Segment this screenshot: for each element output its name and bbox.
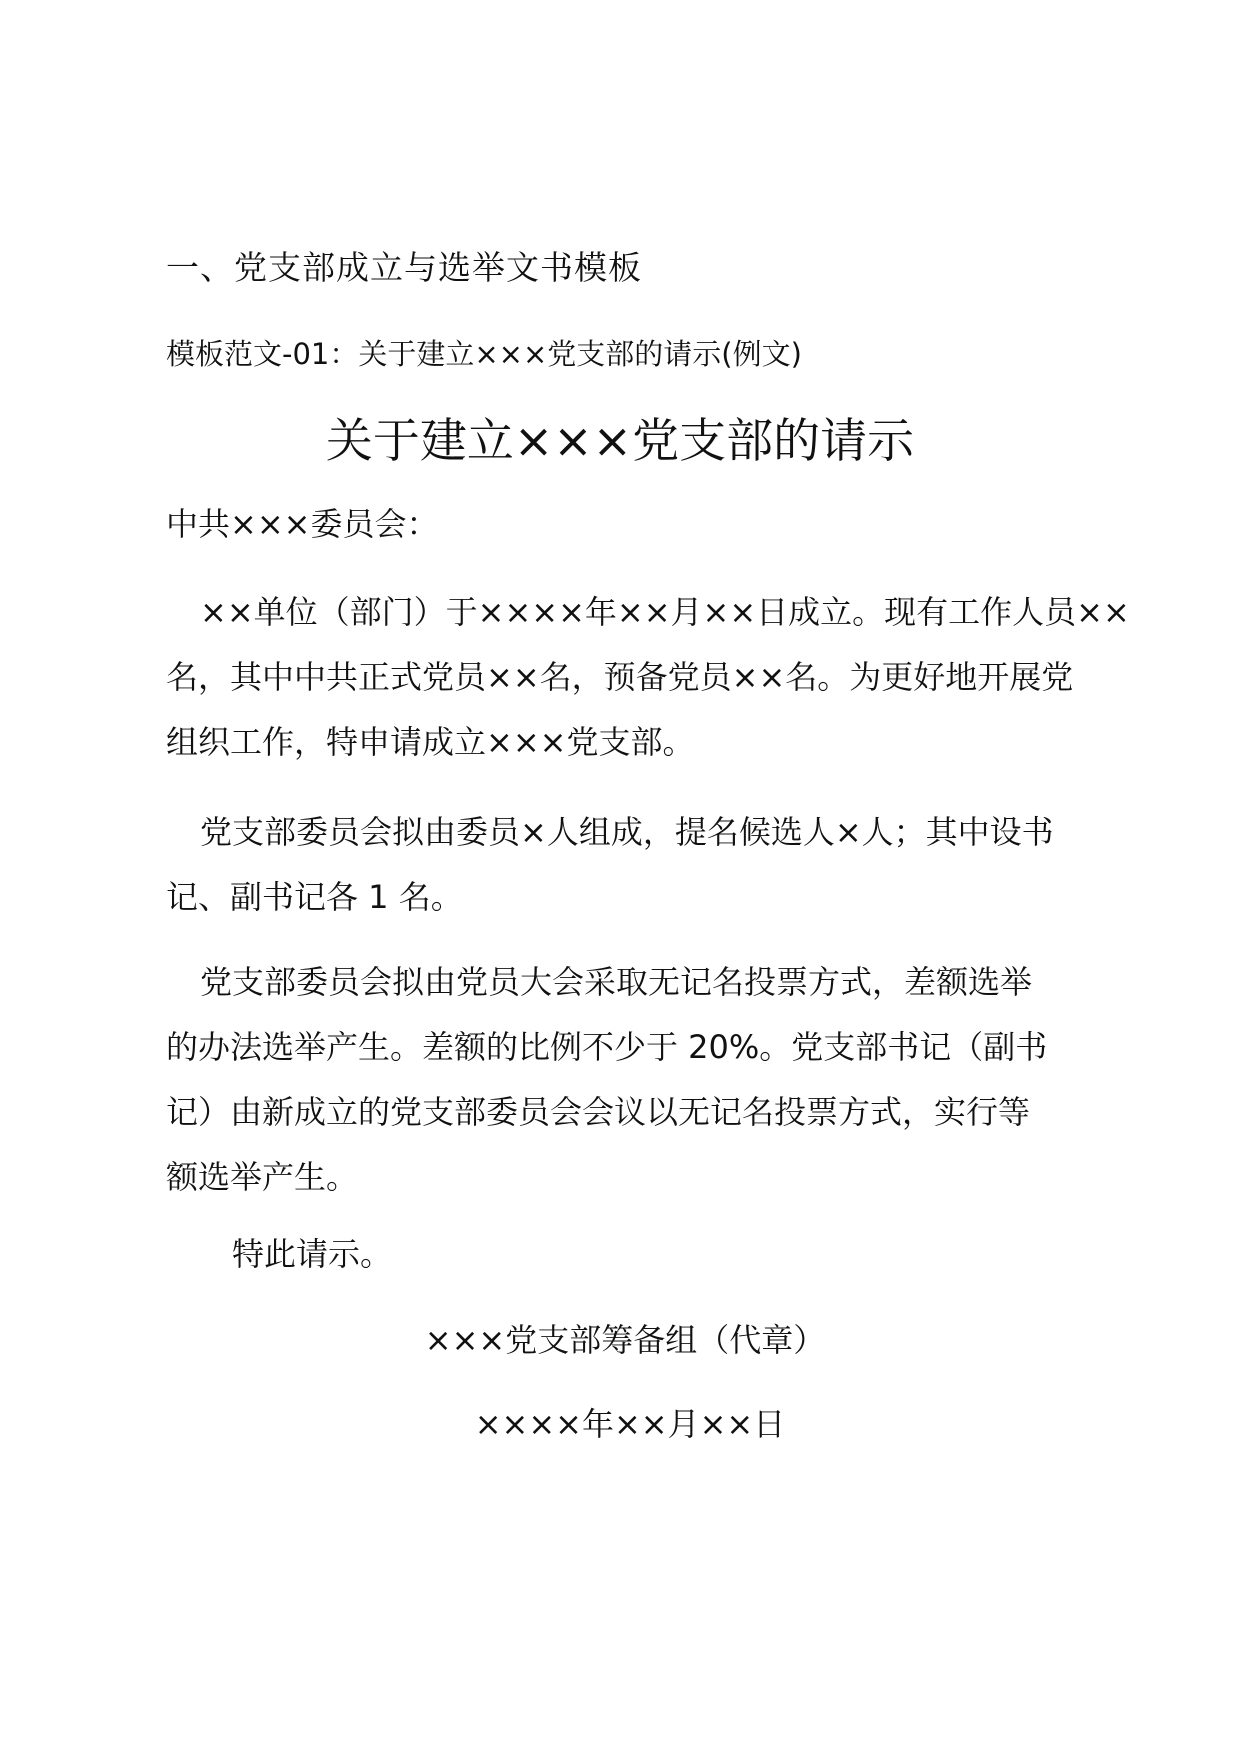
document-title: 关于建立×××党支部的请示	[325, 414, 915, 469]
body-paragraph-2	[166, 800, 1091, 930]
template-sub-heading: 模板范文-01：关于建立×××党支部的请示(例文)	[166, 337, 802, 371]
paragraph-line: 记）由新成立的党支部委员会会议以无记名投票方式，实行等	[166, 1093, 1031, 1131]
paragraph-line: 的办法选举产生。差额的比例不少于 20%。党支部书记（副书	[166, 1028, 1048, 1066]
paragraph-line: 党支部委员会拟由委员×人组成，提名候选人×人；其中设书	[200, 813, 1054, 851]
paragraph-line: 组织工作，特申请成立×××党支部。	[166, 723, 695, 761]
salutation: 中共×××委员会：	[166, 505, 439, 543]
signature-date: ××××年××月××日	[474, 1405, 786, 1443]
paragraph-line: ××单位（部门）于××××年××月××日成立。现有工作人员××	[200, 593, 1130, 631]
body-paragraph-3	[166, 950, 1091, 1210]
paragraph-line: 记、副书记各 1 名。	[166, 878, 463, 916]
signature-organization: ×××党支部筹备组（代章）	[424, 1321, 826, 1359]
body-paragraph-1	[166, 580, 1130, 775]
closing-remark: 特此请示。	[232, 1235, 393, 1273]
paragraph-line: 党支部委员会拟由党员大会采取无记名投票方式，差额选举	[200, 963, 1033, 1001]
paragraph-line: 额选举产生。	[166, 1158, 359, 1196]
paragraph-line: 名，其中中共正式党员××名，预备党员××名。为更好地开展党	[166, 658, 1074, 696]
section-heading: 一、党支部成立与选举文书模板	[166, 248, 642, 287]
